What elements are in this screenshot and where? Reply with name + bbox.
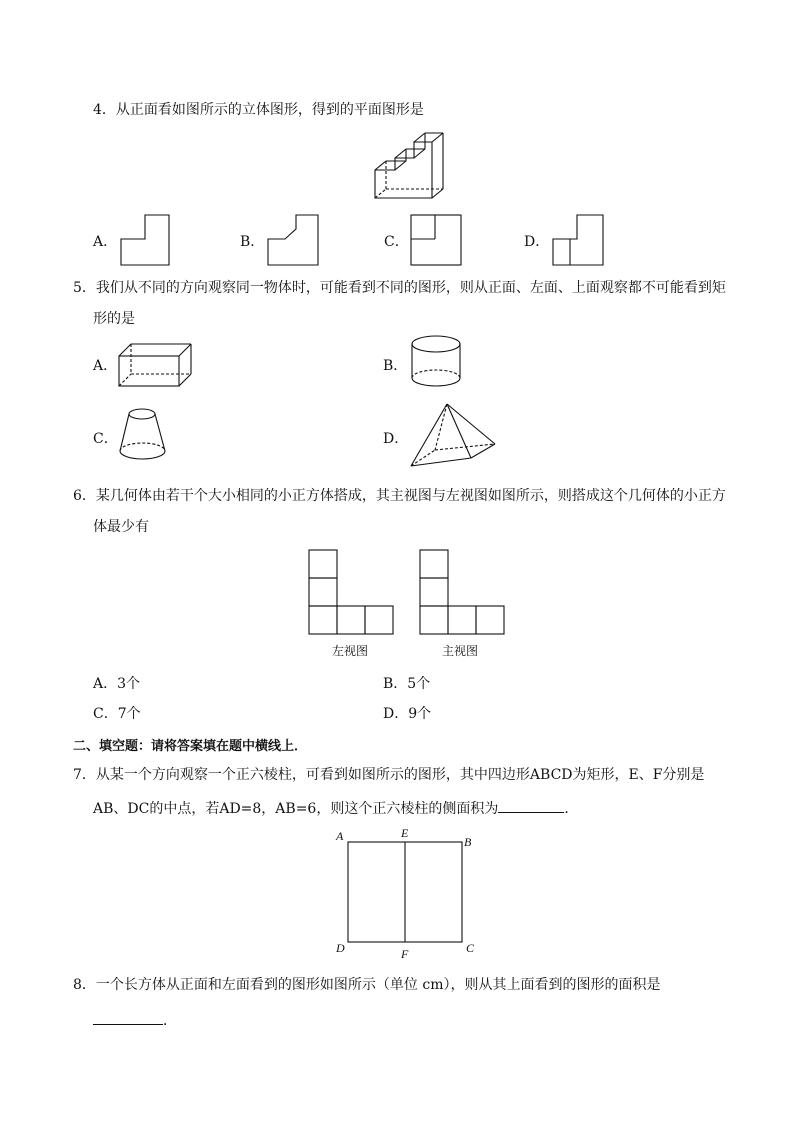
- point-e-label: E: [401, 826, 409, 840]
- q7-text-line2: [93, 798, 578, 818]
- q5-option-b-label[interactable]: B．: [383, 358, 408, 374]
- q4-text: 4．从正面看如图所示的立体图形，得到的平面图形是: [93, 102, 424, 118]
- point-c-label: C: [466, 941, 475, 955]
- q8-text-line1: 8．一个长方体从正面和左面看到的图形如图所示（单位 cm），则从其上面看到的图形的面积是: [73, 977, 661, 993]
- q5-option-a-label[interactable]: A．: [93, 358, 118, 374]
- q5-option-d-label[interactable]: D．: [383, 431, 409, 447]
- q5-text-line2: 形的是: [93, 311, 135, 327]
- q4-option-c-figure: [409, 213, 463, 267]
- q4-option-d-label[interactable]: D．: [524, 234, 550, 250]
- q7-text-line2-end: ．: [564, 801, 579, 817]
- point-a-label: A: [336, 829, 344, 843]
- q4-option-b-label[interactable]: B．: [240, 234, 265, 250]
- q6-left-view-caption: 左视图: [332, 644, 369, 658]
- q4-solid-figure: [370, 130, 446, 202]
- q8-answer-blank[interactable]: [93, 1010, 163, 1025]
- q6-option-d[interactable]: D．9个: [383, 706, 432, 722]
- cuboid-figure: [117, 342, 193, 388]
- q4-option-b-figure: [266, 213, 320, 267]
- cylinder-figure: [409, 333, 463, 391]
- point-f-label: F: [401, 947, 409, 961]
- q7-rectangle-figure: [330, 826, 480, 962]
- pyramid-figure: [407, 402, 499, 470]
- q6-text-line2: 体最少有: [93, 519, 149, 535]
- point-d-label: D: [336, 941, 345, 955]
- q6-option-a[interactable]: A．3个: [93, 676, 141, 692]
- q5-option-c-label[interactable]: C．: [93, 431, 118, 447]
- q4-option-c-label[interactable]: C．: [384, 234, 409, 250]
- q6-text-line1: 6．某几何体由若干个大小相同的小正方体搭成，其主视图与左视图如图所示，则搭成这个几何体的小正方: [73, 488, 726, 504]
- q4-option-d-figure: [551, 213, 605, 267]
- q8-text-line2: [93, 1010, 177, 1030]
- section-heading: 二、填空题：请将答案填在题中横线上．: [73, 739, 308, 754]
- q4-option-a-label[interactable]: A．: [93, 234, 118, 250]
- q6-option-c[interactable]: C．7个: [93, 706, 141, 722]
- q7-answer-blank[interactable]: [498, 798, 564, 813]
- q6-front-view-caption: 主视图: [442, 644, 479, 658]
- q7-text-line1: 7．从某一个方向观察一个正六棱柱，可看到如图所示的图形，其中四边形ABCD为矩形，E、F分别是: [73, 767, 705, 783]
- q5-text-line1: 5．我们从不同的方向观察同一物体时，可能看到不同的图形，则从正面、左面、上面观察都不可能看到矩: [73, 280, 726, 296]
- q6-option-b[interactable]: B．5个: [383, 676, 431, 692]
- point-b-label: B: [464, 835, 472, 849]
- q8-text-line2-end: ．: [163, 1013, 177, 1029]
- frustum-figure: [117, 406, 169, 466]
- q6-views-figure: [306, 547, 511, 659]
- q4-option-a-figure: [119, 213, 171, 267]
- q7-text-line2-main: AB、DC的中点，若AD=8，AB=6，则这个正六棱柱的侧面积为: [93, 801, 499, 817]
